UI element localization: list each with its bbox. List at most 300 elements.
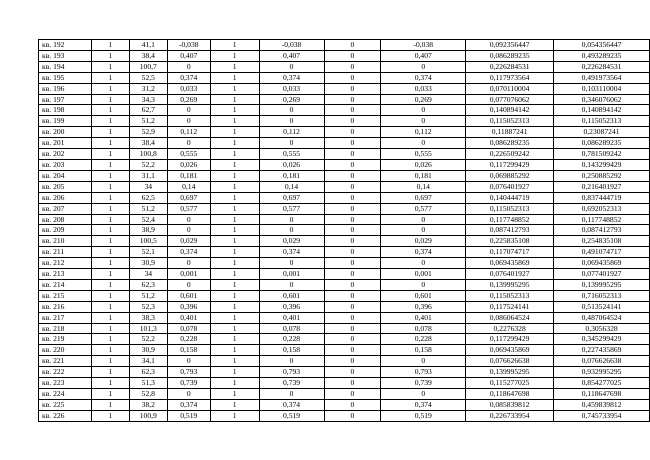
- cell-zero: 0: [324, 279, 381, 290]
- cell-total: 0,086289235: [554, 138, 650, 149]
- table-row: [39, 367, 650, 378]
- cell-coef: 1: [210, 127, 259, 138]
- cell-value-a: 0,396: [167, 301, 210, 312]
- cell-value-b: 0,793: [259, 367, 324, 378]
- cell-coef: 1: [210, 356, 259, 367]
- cell-zero: 0: [324, 40, 381, 51]
- cell-share: 0,085839812: [466, 399, 554, 410]
- cell-value-b: 0,001: [259, 269, 324, 280]
- cell-zero: 0: [324, 159, 381, 170]
- cell-share: 0,226733954: [466, 410, 554, 421]
- cell-value-c: 0,158: [381, 345, 466, 356]
- cell-total: 0,077401927: [554, 269, 650, 280]
- cell-value-b: 0,269: [259, 94, 324, 105]
- cell-count: 1: [91, 203, 129, 214]
- cell-total: 0,115052313: [554, 116, 650, 127]
- cell-zero: 0: [324, 247, 381, 258]
- table-row: [39, 72, 650, 83]
- cell-coef: 1: [210, 290, 259, 301]
- cell-value-a: 0,555: [167, 149, 210, 160]
- cell-count: 1: [91, 214, 129, 225]
- cell-zero: 0: [324, 410, 381, 421]
- cell-coef: 1: [210, 203, 259, 214]
- cell-value-b: 0,158: [259, 345, 324, 356]
- cell-total: 0,087412793: [554, 225, 650, 236]
- cell-value-c: 0,793: [381, 367, 466, 378]
- cell-apartment: кв. 201: [39, 138, 92, 149]
- cell-value-a: 0: [167, 105, 210, 116]
- cell-zero: 0: [324, 345, 381, 356]
- cell-coef: 1: [210, 389, 259, 400]
- cell-zero: 0: [324, 94, 381, 105]
- cell-share: 0,117299429: [466, 334, 554, 345]
- cell-zero: 0: [324, 225, 381, 236]
- cell-area: 34: [129, 269, 167, 280]
- cell-count: 1: [91, 410, 129, 421]
- cell-area: 100,7: [129, 61, 167, 72]
- cell-area: 38,9: [129, 225, 167, 236]
- cell-coef: 1: [210, 181, 259, 192]
- cell-coef: 1: [210, 378, 259, 389]
- cell-count: 1: [91, 247, 129, 258]
- cell-share: 0,117748852: [466, 214, 554, 225]
- cell-area: 100,9: [129, 410, 167, 421]
- cell-coef: 1: [210, 367, 259, 378]
- cell-total: 0,076626638: [554, 356, 650, 367]
- cell-value-a: 0: [167, 225, 210, 236]
- cell-count: 1: [91, 389, 129, 400]
- cell-value-a: 0,001: [167, 269, 210, 280]
- cell-value-c: 0: [381, 138, 466, 149]
- cell-value-b: 0,374: [259, 247, 324, 258]
- cell-value-a: 0: [167, 356, 210, 367]
- cell-coef: 1: [210, 83, 259, 94]
- cell-apartment: кв. 211: [39, 247, 92, 258]
- cell-area: 51,3: [129, 378, 167, 389]
- cell-share: 0,076401927: [466, 269, 554, 280]
- table-row: [39, 399, 650, 410]
- table-row: [39, 214, 650, 225]
- cell-value-b: 0,555: [259, 149, 324, 160]
- cell-area: 38,2: [129, 399, 167, 410]
- cell-total: 0,054356447: [554, 40, 650, 51]
- cell-share: 0,226284531: [466, 61, 554, 72]
- cell-area: 34: [129, 181, 167, 192]
- cell-total: 0,491973564: [554, 72, 650, 83]
- table-row: [39, 378, 650, 389]
- table-row: [39, 225, 650, 236]
- cell-zero: 0: [324, 83, 381, 94]
- cell-share: 0,11887241: [466, 127, 554, 138]
- cell-apartment: кв. 194: [39, 61, 92, 72]
- cell-zero: 0: [324, 181, 381, 192]
- cell-value-a: 0,112: [167, 127, 210, 138]
- cell-share: 0,139995295: [466, 279, 554, 290]
- cell-zero: 0: [324, 50, 381, 61]
- cell-value-c: 0: [381, 258, 466, 269]
- cell-value-b: 0,026: [259, 159, 324, 170]
- cell-zero: 0: [324, 149, 381, 160]
- cell-value-c: -0,038: [381, 40, 466, 51]
- table-row: [39, 181, 650, 192]
- table-row: [39, 170, 650, 181]
- table-row: [39, 94, 650, 105]
- cell-apartment: кв. 206: [39, 192, 92, 203]
- cell-total: 0,226284531: [554, 61, 650, 72]
- table-body: [39, 40, 650, 422]
- cell-total: 0,932995295: [554, 367, 650, 378]
- cell-apartment: кв. 208: [39, 214, 92, 225]
- cell-apartment: кв. 217: [39, 312, 92, 323]
- cell-value-a: 0: [167, 389, 210, 400]
- cell-count: 1: [91, 149, 129, 160]
- cell-value-c: 0,228: [381, 334, 466, 345]
- cell-value-c: 0,374: [381, 247, 466, 258]
- cell-area: 62,3: [129, 367, 167, 378]
- cell-total: 0,118647698: [554, 389, 650, 400]
- cell-zero: 0: [324, 116, 381, 127]
- cell-count: 1: [91, 61, 129, 72]
- cell-share: 0,070110004: [466, 83, 554, 94]
- cell-coef: 1: [210, 399, 259, 410]
- cell-coef: 1: [210, 410, 259, 421]
- cell-zero: 0: [324, 334, 381, 345]
- cell-total: 0,254835108: [554, 236, 650, 247]
- cell-area: 52,9: [129, 127, 167, 138]
- cell-share: 0,092356447: [466, 40, 554, 51]
- cell-apartment: кв. 210: [39, 236, 92, 247]
- cell-area: 51,2: [129, 116, 167, 127]
- cell-count: 1: [91, 323, 129, 334]
- cell-count: 1: [91, 127, 129, 138]
- cell-zero: 0: [324, 138, 381, 149]
- table-row: [39, 127, 650, 138]
- cell-share: 0,086289235: [466, 138, 554, 149]
- cell-apartment: кв. 200: [39, 127, 92, 138]
- cell-value-c: 0,519: [381, 410, 466, 421]
- cell-value-a: 0,158: [167, 345, 210, 356]
- cell-value-a: 0,407: [167, 50, 210, 61]
- table-row: [39, 323, 650, 334]
- cell-area: 52,8: [129, 389, 167, 400]
- table-row: [39, 138, 650, 149]
- cell-zero: 0: [324, 127, 381, 138]
- cell-coef: 1: [210, 61, 259, 72]
- cell-value-b: 0,14: [259, 181, 324, 192]
- table-row: [39, 301, 650, 312]
- cell-share: 0,2276328: [466, 323, 554, 334]
- cell-coef: 1: [210, 116, 259, 127]
- cell-share: 0,139995295: [466, 367, 554, 378]
- table-row: [39, 105, 650, 116]
- cell-value-a: 0,181: [167, 170, 210, 181]
- cell-value-b: 0: [259, 105, 324, 116]
- cell-apartment: кв. 223: [39, 378, 92, 389]
- cell-count: 1: [91, 290, 129, 301]
- cell-total: 0,069435869: [554, 258, 650, 269]
- cell-zero: 0: [324, 323, 381, 334]
- cell-value-c: 0,181: [381, 170, 466, 181]
- table-row: [39, 83, 650, 94]
- cell-value-a: 0,519: [167, 410, 210, 421]
- cell-value-b: 0,396: [259, 301, 324, 312]
- cell-value-a: 0: [167, 138, 210, 149]
- cell-share: 0,087412793: [466, 225, 554, 236]
- cell-count: 1: [91, 192, 129, 203]
- cell-count: 1: [91, 258, 129, 269]
- cell-apartment: кв. 196: [39, 83, 92, 94]
- cell-value-a: 0,697: [167, 192, 210, 203]
- cell-zero: 0: [324, 236, 381, 247]
- cell-count: 1: [91, 269, 129, 280]
- cell-total: 0,692052313: [554, 203, 650, 214]
- cell-count: 1: [91, 181, 129, 192]
- cell-area: 52,4: [129, 214, 167, 225]
- cell-value-b: 0,033: [259, 83, 324, 94]
- cell-area: 31,2: [129, 83, 167, 94]
- cell-total: 0,781509242: [554, 149, 650, 160]
- table-row: [39, 258, 650, 269]
- cell-zero: 0: [324, 290, 381, 301]
- table-row: [39, 269, 650, 280]
- cell-apartment: кв. 192: [39, 40, 92, 51]
- cell-share: 0,117299429: [466, 159, 554, 170]
- cell-value-b: -0,038: [259, 40, 324, 51]
- cell-area: 100,8: [129, 149, 167, 160]
- cell-apartment: кв. 197: [39, 94, 92, 105]
- cell-value-c: 0,697: [381, 192, 466, 203]
- cell-area: 62,5: [129, 192, 167, 203]
- table-row: [39, 410, 650, 421]
- cell-share: 0,076626638: [466, 356, 554, 367]
- cell-value-a: 0,14: [167, 181, 210, 192]
- cell-value-b: 0,577: [259, 203, 324, 214]
- cell-value-c: 0,577: [381, 203, 466, 214]
- cell-count: 1: [91, 72, 129, 83]
- cell-coef: 1: [210, 214, 259, 225]
- cell-apartment: кв. 220: [39, 345, 92, 356]
- cell-value-a: 0: [167, 116, 210, 127]
- cell-value-b: 0,407: [259, 50, 324, 61]
- cell-value-a: 0: [167, 258, 210, 269]
- cell-share: 0,086289235: [466, 50, 554, 61]
- cell-share: 0,140894142: [466, 105, 554, 116]
- cell-share: 0,140444719: [466, 192, 554, 203]
- cell-value-b: 0,374: [259, 72, 324, 83]
- cell-value-c: 0,739: [381, 378, 466, 389]
- cell-area: 34,1: [129, 356, 167, 367]
- cell-coef: 1: [210, 149, 259, 160]
- cell-coef: 1: [210, 312, 259, 323]
- cell-total: 0,143299429: [554, 159, 650, 170]
- cell-coef: 1: [210, 40, 259, 51]
- cell-apartment: кв. 218: [39, 323, 92, 334]
- cell-count: 1: [91, 159, 129, 170]
- cell-total: 0,745733954: [554, 410, 650, 421]
- cell-coef: 1: [210, 225, 259, 236]
- cell-value-b: 0,078: [259, 323, 324, 334]
- cell-apartment: кв. 224: [39, 389, 92, 400]
- cell-coef: 1: [210, 192, 259, 203]
- cell-value-a: 0: [167, 61, 210, 72]
- cell-total: 0,459839812: [554, 399, 650, 410]
- cell-value-a: 0,374: [167, 247, 210, 258]
- cell-zero: 0: [324, 399, 381, 410]
- cell-value-c: 0,555: [381, 149, 466, 160]
- cell-value-c: 0,396: [381, 301, 466, 312]
- table-row: [39, 290, 650, 301]
- cell-count: 1: [91, 236, 129, 247]
- cell-apartment: кв. 193: [39, 50, 92, 61]
- cell-share: 0,117973564: [466, 72, 554, 83]
- table-row: [39, 356, 650, 367]
- cell-share: 0,115052313: [466, 116, 554, 127]
- cell-total: 0,139995295: [554, 279, 650, 290]
- cell-coef: 1: [210, 138, 259, 149]
- cell-apartment: кв. 225: [39, 399, 92, 410]
- cell-total: 0,837444719: [554, 192, 650, 203]
- table-row: [39, 247, 650, 258]
- cell-value-b: 0: [259, 258, 324, 269]
- cell-coef: 1: [210, 72, 259, 83]
- cell-zero: 0: [324, 389, 381, 400]
- cell-area: 52,5: [129, 72, 167, 83]
- cell-value-a: 0,577: [167, 203, 210, 214]
- cell-value-c: 0,029: [381, 236, 466, 247]
- cell-count: 1: [91, 279, 129, 290]
- table-row: [39, 61, 650, 72]
- cell-apartment: кв. 219: [39, 334, 92, 345]
- cell-coef: 1: [210, 247, 259, 258]
- cell-value-a: 0,033: [167, 83, 210, 94]
- cell-value-a: 0,374: [167, 72, 210, 83]
- cell-coef: 1: [210, 345, 259, 356]
- cell-count: 1: [91, 105, 129, 116]
- cell-area: 34,3: [129, 94, 167, 105]
- cell-count: 1: [91, 399, 129, 410]
- cell-total: 0,250885292: [554, 170, 650, 181]
- cell-total: 0,854277025: [554, 378, 650, 389]
- cell-share: 0,069435869: [466, 345, 554, 356]
- cell-total: 0,103110004: [554, 83, 650, 94]
- cell-area: 31,1: [129, 170, 167, 181]
- cell-coef: 1: [210, 269, 259, 280]
- cell-value-b: 0: [259, 138, 324, 149]
- cell-coef: 1: [210, 236, 259, 247]
- cell-count: 1: [91, 367, 129, 378]
- cell-value-b: 0: [259, 389, 324, 400]
- cell-area: 62,3: [129, 279, 167, 290]
- cell-value-b: 0,029: [259, 236, 324, 247]
- cell-share: 0,226509242: [466, 149, 554, 160]
- cell-zero: 0: [324, 258, 381, 269]
- cell-value-c: 0: [381, 389, 466, 400]
- cell-apartment: кв. 204: [39, 170, 92, 181]
- cell-value-b: 0,112: [259, 127, 324, 138]
- cell-zero: 0: [324, 356, 381, 367]
- cell-value-c: 0,078: [381, 323, 466, 334]
- cell-apartment: кв. 215: [39, 290, 92, 301]
- cell-coef: 1: [210, 258, 259, 269]
- cell-apartment: кв. 199: [39, 116, 92, 127]
- cell-value-c: 0,033: [381, 83, 466, 94]
- cell-value-b: 0,228: [259, 334, 324, 345]
- cell-zero: 0: [324, 269, 381, 280]
- cell-count: 1: [91, 225, 129, 236]
- cell-area: 52,3: [129, 301, 167, 312]
- cell-apartment: кв. 214: [39, 279, 92, 290]
- cell-count: 1: [91, 116, 129, 127]
- cell-share: 0,115052313: [466, 203, 554, 214]
- cell-zero: 0: [324, 312, 381, 323]
- cell-value-a: 0,078: [167, 323, 210, 334]
- cell-area: 100,5: [129, 236, 167, 247]
- cell-value-b: 0: [259, 225, 324, 236]
- cell-share: 0,117524141: [466, 301, 554, 312]
- cell-value-a: 0: [167, 214, 210, 225]
- cell-share: 0,118647698: [466, 389, 554, 400]
- cell-share: 0,069435869: [466, 258, 554, 269]
- cell-apartment: кв. 203: [39, 159, 92, 170]
- cell-value-a: 0,269: [167, 94, 210, 105]
- cell-value-c: 0,601: [381, 290, 466, 301]
- cell-area: 51,2: [129, 203, 167, 214]
- cell-area: 101,3: [129, 323, 167, 334]
- table-row: [39, 159, 650, 170]
- cell-zero: 0: [324, 203, 381, 214]
- cell-apartment: кв. 209: [39, 225, 92, 236]
- cell-area: 30,9: [129, 345, 167, 356]
- cell-total: 0,345299429: [554, 334, 650, 345]
- cell-apartment: кв. 202: [39, 149, 92, 160]
- cell-total: 0,216401927: [554, 181, 650, 192]
- cell-share: 0,225835108: [466, 236, 554, 247]
- cell-value-c: 0: [381, 279, 466, 290]
- cell-area: 62,7: [129, 105, 167, 116]
- cell-count: 1: [91, 40, 129, 51]
- cell-apartment: кв. 207: [39, 203, 92, 214]
- cell-zero: 0: [324, 72, 381, 83]
- cell-value-c: 0: [381, 225, 466, 236]
- cell-value-b: 0,181: [259, 170, 324, 181]
- cell-value-a: 0,029: [167, 236, 210, 247]
- cell-zero: 0: [324, 192, 381, 203]
- cell-value-c: 0,401: [381, 312, 466, 323]
- cell-share: 0,117074717: [466, 247, 554, 258]
- cell-value-c: 0,374: [381, 72, 466, 83]
- cell-value-b: 0,739: [259, 378, 324, 389]
- cell-share: 0,076401927: [466, 181, 554, 192]
- cell-value-c: 0,269: [381, 94, 466, 105]
- cell-share: 0,115277025: [466, 378, 554, 389]
- cell-share: 0,086064524: [466, 312, 554, 323]
- cell-apartment: кв. 205: [39, 181, 92, 192]
- cell-total: 0,140894142: [554, 105, 650, 116]
- cell-value-c: 0: [381, 116, 466, 127]
- cell-coef: 1: [210, 279, 259, 290]
- table-row: [39, 312, 650, 323]
- cell-value-b: 0,601: [259, 290, 324, 301]
- cell-total: 0,513524141: [554, 301, 650, 312]
- table-row: [39, 236, 650, 247]
- cell-share: 0,115052313: [466, 290, 554, 301]
- cell-value-c: 0,407: [381, 50, 466, 61]
- cell-area: 30,9: [129, 258, 167, 269]
- cell-count: 1: [91, 378, 129, 389]
- cell-value-a: 0,026: [167, 159, 210, 170]
- cell-total: 0,23087241: [554, 127, 650, 138]
- cell-zero: 0: [324, 61, 381, 72]
